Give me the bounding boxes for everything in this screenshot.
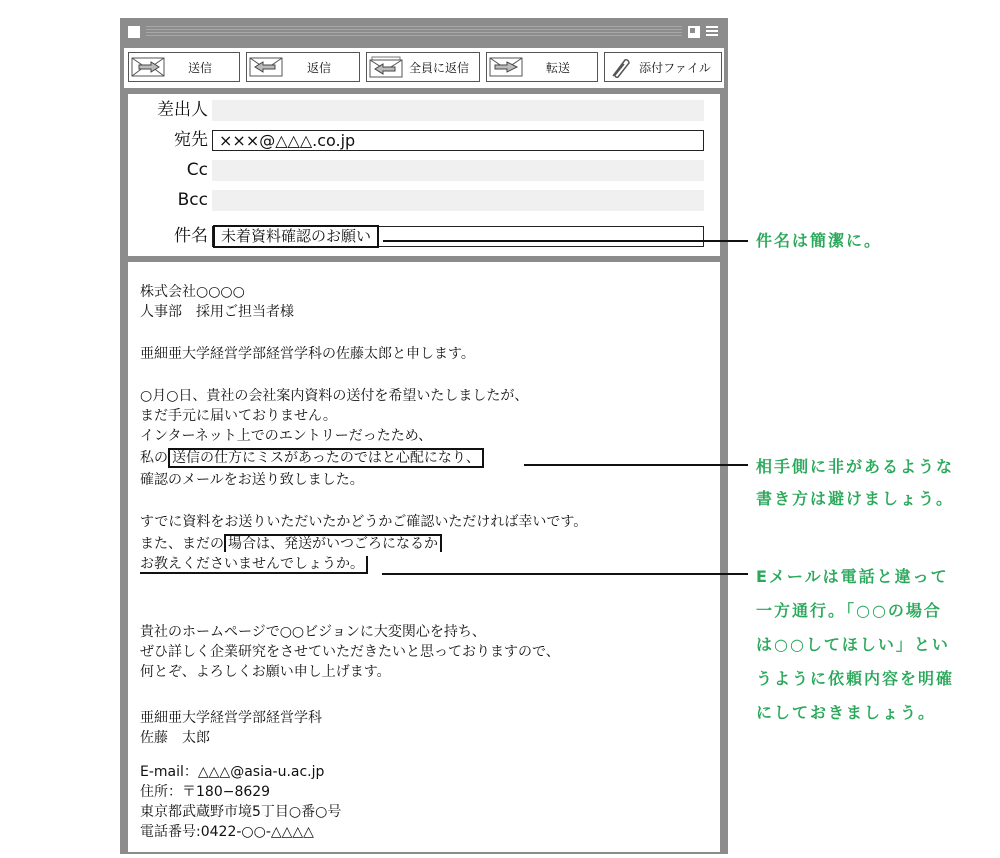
body-line: 確認のメールをお送り致しました。	[140, 472, 364, 488]
bcc-row	[128, 188, 720, 212]
body-line: 電話番号:0422-○○-△△△△	[140, 824, 314, 840]
body-line: ○月○日、貴社の会社案内資料の送付を希望いたしましたが、	[140, 388, 529, 404]
window-menu-icon[interactable]	[128, 26, 140, 38]
highlighted-phrase-request: 場合は、発送がいつごろになるか	[224, 534, 442, 552]
connector-line	[383, 240, 748, 242]
body-line: E-mail：△△△@asia-u.ac.jp	[140, 764, 325, 780]
subject-value: 未着資料確認のお願い	[213, 225, 379, 248]
body-line: 人事部 採用ご担当者様	[140, 304, 294, 320]
body-line: 佐藤 太郎	[140, 730, 210, 746]
from-value	[212, 100, 218, 119]
maximize-icon[interactable]	[706, 26, 718, 38]
reply-all-button[interactable]	[366, 52, 480, 82]
from-label: 差出人	[157, 100, 208, 120]
from-field[interactable]	[212, 100, 704, 121]
highlighted-phrase-blame: 送信の仕方にミスがあったのではと心配になり、	[168, 448, 484, 468]
send-button[interactable]	[128, 52, 240, 82]
forward-icon	[489, 56, 523, 78]
cc-field[interactable]	[212, 160, 704, 181]
mail-window	[120, 18, 728, 854]
subject-row	[128, 224, 720, 248]
body-line: 東京都武蔵野市境5丁目○番○号	[140, 804, 342, 820]
to-label: 宛先	[174, 130, 208, 150]
body-line: 貴社のホームページで○○ビジョンに大変関心を持ち、	[140, 624, 486, 640]
subject-field[interactable]	[212, 226, 704, 247]
highlighted-phrase-request-cont: お教えくださいませんでしょうか。	[140, 556, 368, 574]
annotation-subject-tip: 件名は簡潔に。	[756, 231, 883, 250]
reply-button-label: 返信	[306, 60, 331, 75]
from-row	[128, 98, 720, 122]
cc-label: Cc	[186, 160, 208, 180]
body-line	[140, 554, 368, 574]
to-field[interactable]	[212, 130, 704, 151]
title-bar[interactable]	[120, 18, 728, 46]
body-line: 亜細亜大学経営学部経営学科	[140, 710, 322, 726]
toolbar	[124, 48, 724, 88]
annotation-request-tip-line5: にしておきましょう。	[756, 703, 937, 722]
send-button-label: 送信	[187, 60, 212, 75]
minimize-icon[interactable]	[688, 26, 700, 38]
body-line: すでに資料をお送りいただいたかどうかご確認いただければ幸いです。	[140, 514, 588, 530]
reply-button[interactable]	[246, 52, 360, 82]
attach-file-button[interactable]	[604, 52, 722, 82]
annotation-request-tip-line4: うように依頼内容を明確	[756, 669, 955, 688]
bcc-value	[212, 190, 218, 209]
title-bar-stripes	[146, 26, 682, 38]
body-line	[140, 448, 484, 468]
body-line-prefix: また、まだの	[140, 536, 224, 552]
annotation-request-tip-line3: は○○してほしい」とい	[756, 635, 950, 654]
to-value: ×××@△△△.co.jp	[219, 131, 356, 150]
reply-all-button-label: 全員に返信	[408, 60, 469, 75]
to-row	[128, 128, 720, 152]
body-line-prefix: 私の	[140, 450, 168, 466]
annotation-blame-tip-line1: 相手側に非があるような	[756, 457, 955, 476]
body-line: 株式会社○○○○	[140, 284, 245, 300]
bcc-field[interactable]	[212, 190, 704, 211]
body-line: ぜひ詳しく企業研究をさせていただきたいと思っておりますので、	[140, 644, 560, 660]
bcc-label: Bcc	[177, 190, 208, 210]
body-line: インターネット上でのエントリーだったため、	[140, 428, 433, 444]
reply-all-icon	[369, 56, 403, 78]
body-line: まだ手元に届いておりません。	[140, 408, 337, 424]
body-line: 住所：〒180−8629	[140, 784, 271, 800]
reply-icon	[249, 56, 283, 78]
subject-label: 件名	[174, 226, 208, 246]
body-line	[140, 534, 442, 554]
connector-line	[524, 464, 748, 466]
paperclip-icon	[607, 56, 633, 78]
attach-file-button-label: 添付ファイル	[639, 60, 711, 75]
body-line: 何とぞ、よろしくお願い申し上げます。	[140, 664, 391, 680]
body-line: 亜細亜大学経営学部経営学科の佐藤太郎と申します。	[140, 346, 475, 362]
send-icon	[131, 56, 165, 78]
cc-row	[128, 158, 720, 182]
annotation-blame-tip-line2: 書き方は避けましょう。	[756, 489, 955, 508]
mail-header-pane	[128, 94, 720, 256]
mail-body-pane[interactable]	[128, 262, 720, 852]
forward-button-label: 転送	[545, 60, 570, 75]
annotation-request-tip-line2: 一方通行。「○○の場合	[756, 601, 942, 620]
annotation-request-tip-line1: Eメールは電話と違って	[756, 567, 949, 586]
cc-value	[212, 160, 218, 179]
forward-button[interactable]	[486, 52, 598, 82]
connector-line	[382, 573, 748, 575]
